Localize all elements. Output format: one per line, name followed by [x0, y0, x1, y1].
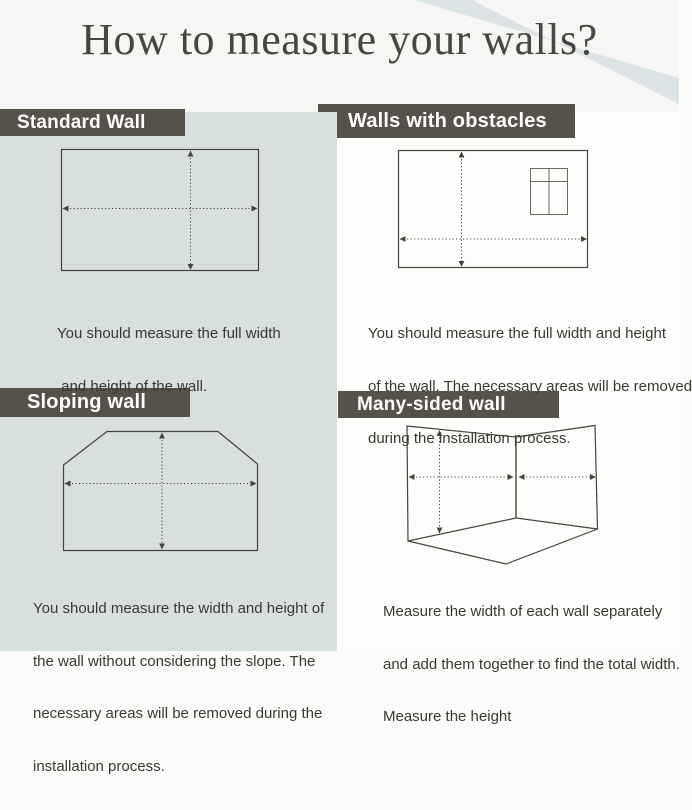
caption-line: and height of the wall.	[57, 377, 208, 395]
section-header-label: Sloping wall	[27, 391, 147, 413]
caption-standard-wall	[57, 290, 281, 430]
caption-line: the wall without considering the slope. The	[33, 652, 316, 670]
page-title: How to measure your walls?	[81, 15, 598, 64]
caption-walls-with-obstacles	[368, 290, 692, 483]
caption-line: Measure the width of each wall separately	[383, 603, 663, 620]
caption-line: during the installation process.	[368, 430, 571, 447]
section-header-walls-with-obstacles	[318, 104, 575, 138]
caption-line: installation process.	[33, 757, 165, 775]
section-header-label: Walls with obstacles	[348, 109, 547, 132]
section-header-label: Many-sided wall	[357, 393, 506, 415]
caption-many-sided-wall	[383, 568, 680, 761]
caption-line: of the wall. The necessary areas will be removed	[368, 377, 692, 395]
caption-line: You should measure the full width and height	[368, 325, 666, 342]
caption-line: and add them together to find the total width.	[383, 655, 680, 673]
caption-line: Measure the height	[383, 708, 512, 725]
section-header-label: Standard Wall	[17, 111, 146, 133]
caption-line: You should measure the full width	[57, 325, 281, 342]
caption-line: You should measure the width and height of	[33, 600, 325, 617]
caption-line: necessary areas will be removed during the	[33, 705, 323, 722]
section-header-standard-wall	[0, 109, 185, 136]
caption-sloping-wall	[33, 565, 324, 810]
